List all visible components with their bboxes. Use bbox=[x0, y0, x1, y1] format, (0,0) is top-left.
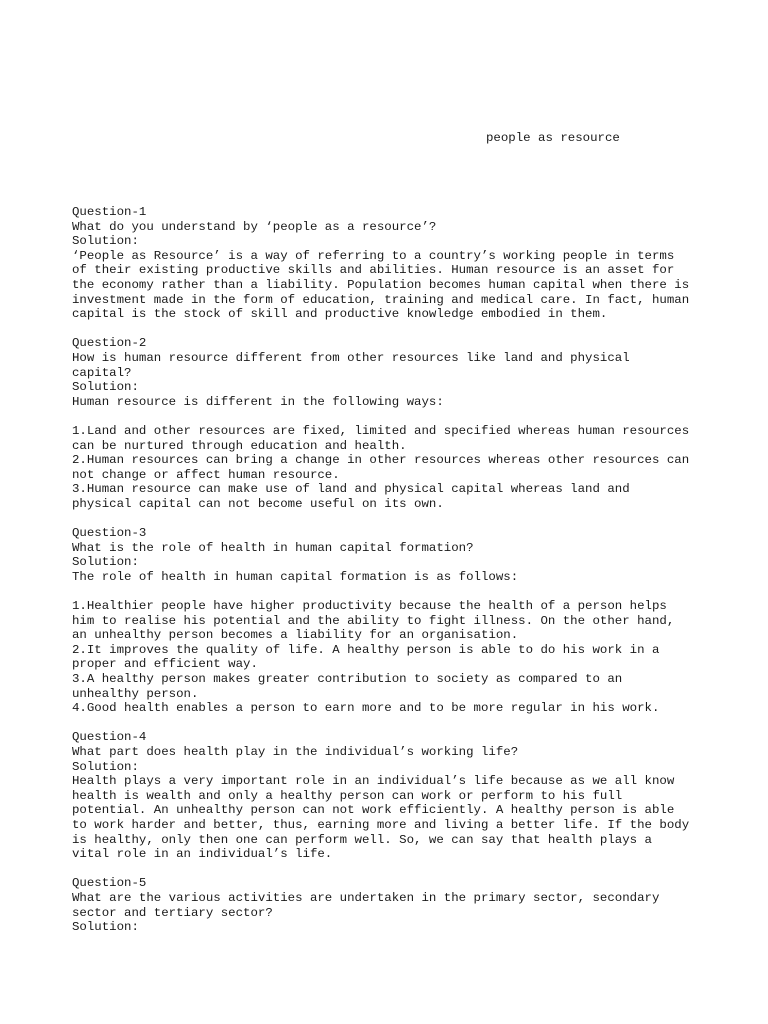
answer-text: investment made in the form of education, training and medical care. In fact, human bbox=[72, 292, 690, 307]
answer-text: 1.Land and other resources are fixed, limited and specified whereas human resources bbox=[72, 423, 690, 438]
answer-text: proper and efficient way. bbox=[72, 657, 258, 672]
answer-text: Health plays a very important role in an individual’s life because as we all know bbox=[72, 774, 675, 789]
answer-text: to work harder and better, thus, earning more and living a better life. If the body bbox=[72, 817, 690, 832]
answer-text: The role of health in human capital formation is as follows: bbox=[72, 569, 519, 584]
document-title: people as resource bbox=[486, 131, 620, 145]
answer-text: 1.Healthier people have higher productivity because the health of a person helps bbox=[72, 599, 667, 614]
question-text: How is human resource different from other resources like land and physical bbox=[72, 350, 630, 365]
answer-text: can be nurtured through education and health. bbox=[72, 438, 407, 453]
answer-text: 2.It improves the quality of life. A healthy person is able to do his work in a bbox=[72, 642, 660, 657]
document-body bbox=[72, 205, 712, 935]
question-text: What part does health play in the individual’s working life? bbox=[72, 744, 519, 759]
answer-text: 3.A healthy person makes greater contribution to society as compared to an bbox=[72, 672, 623, 686]
question-label: Question-4 bbox=[72, 730, 147, 745]
question-text: capital? bbox=[72, 365, 132, 380]
question-label: Question-2 bbox=[72, 336, 147, 351]
answer-text: is healthy, only then one can perform well. So, we can say that health plays a bbox=[72, 832, 652, 847]
answer-text: capital is the stock of skill and productive knowledge embodied in them. bbox=[72, 307, 608, 322]
section-gap bbox=[72, 716, 712, 731]
answer-text: 2.Human resources can bring a change in other resources whereas other resources can bbox=[72, 453, 690, 468]
section-gap bbox=[72, 322, 712, 337]
answer-text: potential. An unhealthy person can not work efficiently. A healthy person is able bbox=[72, 803, 675, 818]
question-text: What is the role of health in human capital formation? bbox=[72, 540, 474, 555]
qa-section bbox=[72, 526, 712, 730]
answer-text: ‘People as Resource’ is a way of referring to a country’s working people in terms bbox=[72, 248, 675, 263]
solution-label: Solution: bbox=[72, 555, 139, 570]
question-text: sector and tertiary sector? bbox=[72, 905, 273, 920]
solution-label: Solution: bbox=[72, 920, 139, 935]
solution-label: Solution: bbox=[72, 380, 139, 395]
answer-text: physical capital can not become useful on its own. bbox=[72, 496, 444, 511]
answer-text: him to realise his potential and the ability to fight illness. On the other hand, bbox=[72, 613, 675, 628]
answer-text: an unhealthy person becomes a liability for an organisation. bbox=[72, 628, 519, 643]
qa-section bbox=[72, 730, 712, 876]
blank-line bbox=[72, 409, 712, 424]
solution-label: Solution: bbox=[72, 759, 139, 774]
qa-section bbox=[72, 205, 712, 336]
answer-text: unhealthy person. bbox=[72, 686, 199, 701]
section-gap bbox=[72, 511, 712, 526]
answer-text: Human resource is different in the following ways: bbox=[72, 394, 444, 409]
question-text: What do you understand by ‘people as a resource’? bbox=[72, 219, 437, 234]
qa-section bbox=[72, 876, 712, 934]
answer-text: not change or affect human resource. bbox=[72, 467, 340, 482]
answer-text: vital role in an individual’s life. bbox=[72, 847, 333, 862]
blank-line bbox=[72, 584, 712, 599]
answer-text: 3.Human resource can make use of land and physical capital whereas land and bbox=[72, 482, 630, 497]
question-label: Question-3 bbox=[72, 526, 147, 541]
answer-text: health is wealth and only a healthy person can work or perform to his full bbox=[72, 788, 623, 803]
answer-text: the economy rather than a liability. Population becomes human capital when there is bbox=[72, 277, 690, 292]
answer-text: of their existing productive skills and abilities. Human resource is an asset for bbox=[72, 263, 675, 278]
question-label: Question-5 bbox=[72, 876, 147, 891]
question-text: What are the various activities are undertaken in the primary sector, secondary bbox=[72, 890, 660, 905]
qa-section bbox=[72, 336, 712, 526]
answer-text: 4.Good health enables a person to earn more and to be more regular in his work. bbox=[72, 701, 660, 716]
section-gap bbox=[72, 862, 712, 877]
question-label: Question-1 bbox=[72, 205, 147, 219]
solution-label: Solution: bbox=[72, 234, 139, 249]
